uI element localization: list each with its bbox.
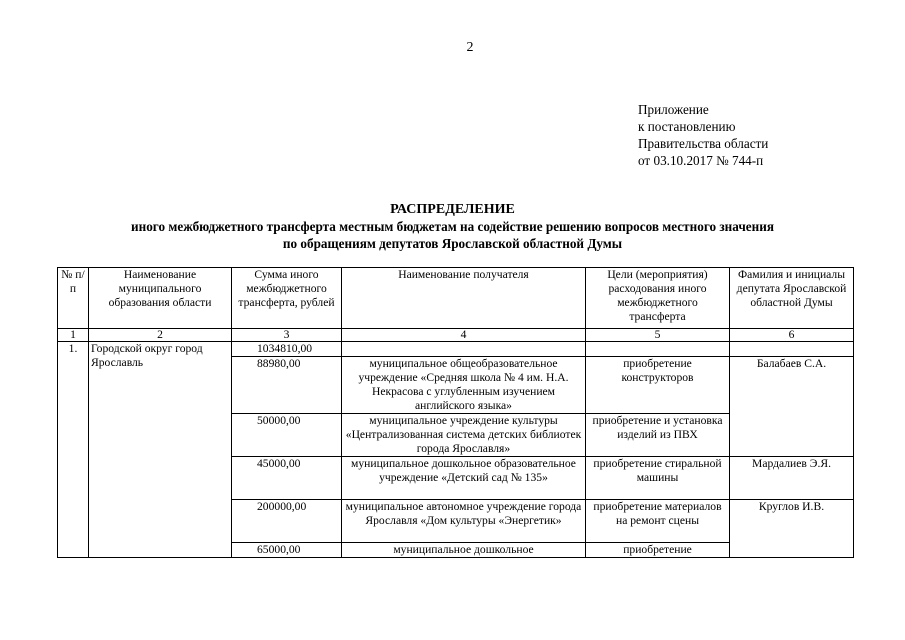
purpose-cell: приобретение материалов на ремонт сцены [586,500,730,543]
empty-cell [586,342,730,357]
recipient-cell: муниципальное дошкольное образовательное учреждение «Детский сад № 135» [342,457,586,500]
header-recipient: Наименование получателя [342,268,586,329]
column-number-row [58,329,854,342]
recipient-cell: муниципальное автономное учреждение города Ярославля «Дом культуры «Энергетик» [342,500,586,543]
title-main: РАСПРЕДЕЛЕНИЕ [390,202,515,217]
column-number: 6 [730,329,854,342]
deputy-cell: Мардалиев Э.Я. [730,457,854,500]
column-number: 4 [342,329,586,342]
header-municipality: Наименование муниципального образования области [89,268,232,329]
recipient-cell: муниципальное общеобразовательное учреждение «Средняя школа № 4 им. Н.А. Некрасова с углубленным изучением английского языка» [342,357,586,414]
title-line: иного межбюджетного трансферта местным бюджетам на содействие решению вопросов местного значения [131,219,774,234]
appendix-line: Правительства области [638,136,769,151]
distribution-table [57,267,854,558]
appendix-block [638,101,768,169]
purpose-cell: приобретение конструкторов [586,357,730,414]
appendix-line: Приложение [638,102,709,117]
header-purpose: Цели (мероприятия) расходования иного межбюджетного трансферта [586,268,730,329]
deputy-cell: Круглов И.В. [730,500,854,558]
table-header-row [58,268,854,329]
empty-cell [342,342,586,357]
column-number: 1 [58,329,89,342]
total-sum: 1034810,00 [232,342,342,357]
table-row [58,342,854,357]
column-number: 5 [586,329,730,342]
purpose-cell: приобретение [586,543,730,558]
sum-cell: 65000,00 [232,543,342,558]
appendix-line: к постановлению [638,119,736,134]
row-number: 1. [58,342,89,558]
sum-cell: 88980,00 [232,357,342,414]
recipient-cell: муниципальное дошкольное [342,543,586,558]
document-title [0,201,905,252]
deputy-cell: Балабаев С.А. [730,357,854,457]
appendix-date: от 03.10.2017 № 744-п [638,153,764,168]
sum-cell: 50000,00 [232,414,342,457]
column-number: 2 [89,329,232,342]
title-line: по обращениям депутатов Ярославской областной Думы [282,236,623,251]
sum-cell: 45000,00 [232,457,342,500]
header-num: № п/п [58,268,89,329]
page-number: 2 [466,40,474,55]
header-deputy: Фамилия и инициалы депутата Ярославской областной Думы [730,268,854,329]
purpose-cell: приобретение и установка изделий из ПВХ [586,414,730,457]
municipality-name: Городской округ город Ярославль [89,342,232,558]
header-sum: Сумма иного межбюджетного трансферта, рублей [232,268,342,329]
empty-cell [730,342,854,357]
purpose-cell: приобретение стиральной машины [586,457,730,500]
column-number: 3 [232,329,342,342]
sum-cell: 200000,00 [232,500,342,543]
recipient-cell: муниципальное учреждение культуры «Централизованная система детских библиотек города Ярославля» [342,414,586,457]
